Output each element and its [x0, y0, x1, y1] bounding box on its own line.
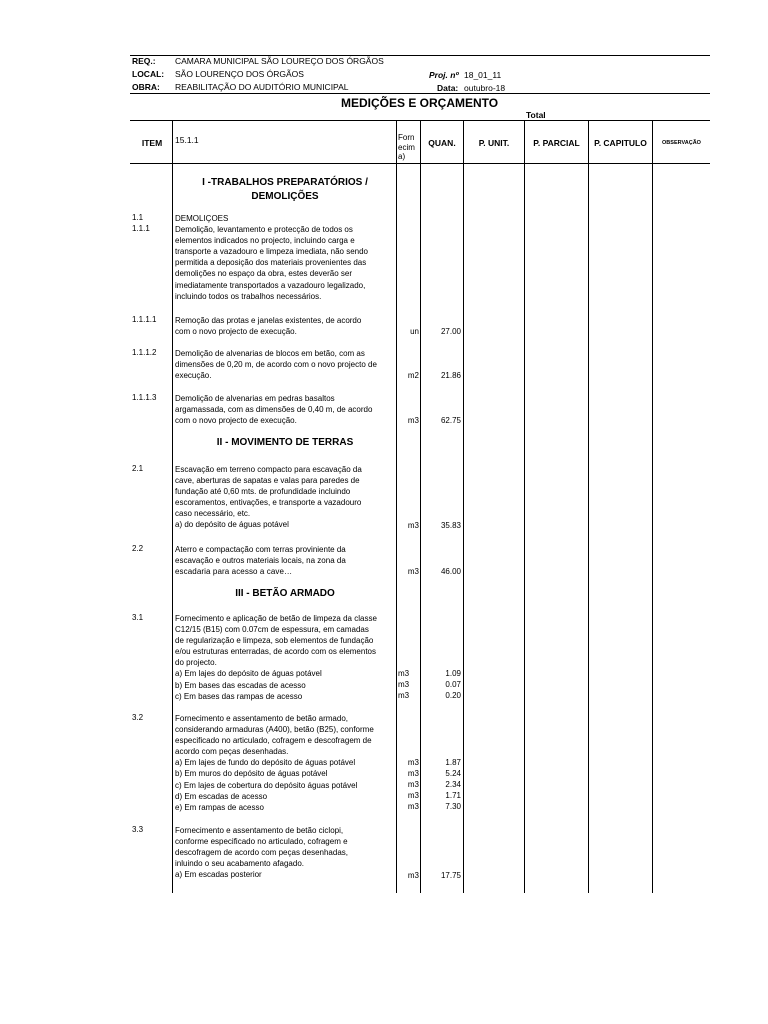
desc-line: conforme especificado no articulado, cofragem e	[175, 837, 348, 847]
quantity: 1.09	[445, 669, 461, 678]
quantity: 5.24	[445, 769, 461, 778]
desc-line: escavação e outros materiais locais, na zona da	[175, 556, 346, 566]
item-number: 1.1.1.2	[132, 348, 157, 357]
desc-line: demolições no espaço da obra, estes deverão ser	[175, 269, 352, 279]
desc-line: b) Em muros do depósito de águas potável	[175, 769, 328, 779]
desc-line: e/ou estruturas enterradas, de acordo com os elementos	[175, 647, 376, 657]
desc-line: Fornecimento e aplicação de betão de limpeza da classe	[175, 614, 377, 623]
desc-line: c) Em bases das rampas de acesso	[175, 691, 303, 701]
desc-line: Demolição, levantamento e protecção de todos os	[175, 225, 353, 235]
item-description	[175, 348, 397, 381]
quantity: 1.87	[445, 758, 461, 767]
desc-line: execução.	[175, 371, 212, 381]
col-header-forn	[398, 133, 415, 162]
req-label: REQ.:	[132, 56, 156, 66]
desc-line: DEMOLIÇOES	[175, 214, 229, 223]
item-number: 1.1.1.1	[132, 315, 157, 324]
item-number: 3.3	[132, 825, 144, 834]
desc-line: incluindo todos os trabalhos necessários.	[175, 291, 322, 301]
desc-line: C12/15 (B15) com 0.07cm de espessura, em camadas	[175, 625, 369, 635]
item-description	[175, 393, 397, 426]
section-heading-1	[175, 176, 395, 204]
desc-line: Aterro e compactação com terras proviniente da	[175, 545, 346, 554]
desc-line: a) Em lajes de fundo do depósito de águas potável	[175, 758, 356, 768]
desc-line: cave, aberturas de sapatas e valas para paredes de	[175, 476, 360, 486]
quantity: 2.34	[445, 780, 461, 789]
data-label: Data:	[437, 83, 459, 93]
page-title: MEDIÇÕES E ORÇAMENTO	[341, 96, 499, 110]
data-value: outubro-18	[464, 83, 506, 93]
total-label: Total	[526, 110, 546, 120]
proj-value: 18_01_11	[464, 70, 502, 80]
desc-line: de regularização e limpeza, sob elementos de fundação	[175, 636, 374, 646]
obra-value: REABILITAÇÃO DO AUDITÓRIO MUNICIPAL	[175, 82, 349, 92]
unit: m3	[398, 691, 410, 700]
col-header-punit: P. UNIT.	[478, 138, 510, 148]
item-number: 1.1	[132, 213, 144, 222]
desc-line: d) Em escadas de acesso	[175, 791, 268, 801]
desc-line: a) do depósito de águas potável	[175, 520, 289, 530]
quantity: 21.86	[440, 371, 461, 380]
desc-line: imediatamente transportados a vazadouro legalizado,	[175, 280, 366, 290]
col-divider-ref	[172, 120, 173, 893]
item-description	[175, 544, 397, 577]
local-label: LOCAL:	[132, 69, 165, 79]
forn-line: a)	[398, 152, 406, 161]
col-header-item: ITEM	[141, 138, 163, 148]
proj-label: Proj. nº	[429, 70, 459, 80]
unit: m3	[407, 758, 419, 767]
desc-line: do projecto.	[175, 658, 217, 668]
item-number: 3.2	[132, 713, 144, 722]
unit: m3	[407, 769, 419, 778]
desc-line: permitida a deposição dos materiais provenientes das	[175, 258, 367, 268]
desc-line: escoramentos, entivações, e transporte a vazadouro	[175, 498, 362, 508]
unit: m3	[398, 680, 410, 689]
desc-line: b) Em bases das escadas de acesso	[175, 680, 306, 690]
desc-line: especificado no articulado, cofragem e descofragem de	[175, 736, 372, 746]
desc-line: caso necessário, etc.	[175, 509, 251, 519]
item-description	[175, 213, 397, 302]
unit: m3	[398, 669, 410, 678]
unit: m3	[407, 802, 419, 811]
forn-line: Forn	[398, 133, 415, 142]
desc-line: elementos indicados no projecto, incluindo carga e	[175, 236, 355, 246]
quantity: 0.20	[445, 691, 461, 700]
unit: m3	[407, 871, 419, 880]
desc-line: Escavação em terreno compacto para escavação da	[175, 465, 362, 474]
desc-line: descofragem de acordo com peças desenhadas,	[175, 848, 348, 858]
item-description	[175, 464, 397, 531]
section-heading-3: III - BETÃO ARMADO	[235, 588, 335, 599]
desc-line: Remoção das protas e janelas existentes, de acordo	[175, 316, 362, 325]
desc-line: com o novo projecto de execução.	[175, 416, 297, 426]
item-description	[175, 315, 397, 337]
desc-line: transporte a vazadouro e limpeza imediata, não sendo	[175, 247, 369, 257]
desc-line: com o novo projecto de execução.	[175, 327, 297, 337]
col-header-quan: QUAN.	[428, 138, 456, 148]
desc-line: dimensões de 0,20 m, de acordo com o novo projecto de	[175, 360, 377, 370]
quantity: 0.07	[445, 680, 461, 689]
quantity: 46.00	[440, 567, 461, 576]
desc-line: Demolição de alvenarias em pedras basaltos	[175, 394, 335, 403]
obra-label: OBRA:	[132, 82, 160, 92]
col-header-observacao: OBSERVAÇÃO	[662, 140, 701, 146]
quantity: 1.71	[445, 791, 461, 800]
desc-line: Demolição de alvenarias de blocos em betão, com as	[175, 349, 365, 358]
desc-line: c) Em lajes de cobertura do depósito águas potável	[175, 780, 358, 790]
item-description	[175, 825, 397, 880]
quantity: 27.00	[440, 327, 461, 336]
quantity: 7.30	[445, 802, 461, 811]
col-divider-pparcial	[524, 120, 525, 893]
item-number: 3.1	[132, 613, 144, 622]
desc-line: a) Em escadas posterior	[175, 870, 262, 880]
unit: m3	[407, 416, 419, 425]
desc-line: fundação até 0,60 mts. de profundidade incluindo	[175, 487, 351, 497]
forn-line: ecim	[398, 142, 415, 152]
section-line: I -TRABALHOS PREPARATÓRIOS /	[202, 177, 368, 188]
desc-line: considerando armaduras (A400), betão (B25), conforme	[175, 725, 374, 735]
quantity: 17.75	[440, 871, 461, 880]
item-number: 2.1	[132, 464, 144, 473]
section-line: DEMOLIÇÕES	[251, 191, 319, 202]
unit: un	[410, 327, 419, 336]
item-description	[175, 613, 397, 702]
col-divider-pcapitulo	[588, 120, 589, 893]
col-divider-obs	[652, 120, 653, 893]
unit: m3	[407, 521, 419, 530]
col-header-ref: 15.1.1	[175, 135, 199, 145]
item-number: 1.1.1	[132, 224, 150, 233]
item-description	[175, 713, 397, 813]
quantity: 62.75	[440, 416, 461, 425]
section-heading-2: II - MOVIMENTO DE TERRAS	[216, 437, 354, 448]
unit: m2	[407, 371, 419, 380]
req-value: CAMARA MUNICIPAL SÃO LOUREÇO DOS ÓRGÃOS	[175, 56, 384, 66]
quantity: 35.83	[440, 521, 461, 530]
unit: m3	[407, 791, 419, 800]
local-value: SÃO LOURENÇO DOS ÓRGÃOS	[175, 69, 304, 79]
desc-line: acordo com peças desenhadas.	[175, 747, 289, 757]
desc-line: e) Em rampas de acesso	[175, 802, 264, 812]
desc-line: Fornecimento e assentamento de betão ciclopi,	[175, 826, 344, 835]
desc-line: Fornecimento e assentamento de betão armado,	[175, 714, 348, 723]
unit: m3	[407, 780, 419, 789]
unit: m3	[407, 567, 419, 576]
desc-line: inluindo o seu acabamento afagado.	[175, 859, 304, 869]
col-header-pparcial: P. PARCIAL	[533, 138, 580, 148]
header-bottom-rule	[130, 93, 710, 94]
col-divider-punit	[463, 120, 464, 893]
col-header-pcapitulo: P. CAPITULO	[594, 138, 647, 148]
desc-line: argamassada, com as dimensões de 0,40 m, de acordo	[175, 405, 373, 415]
item-number: 2.2	[132, 544, 144, 553]
desc-line: escadaria para acesso a cave…	[175, 567, 293, 577]
desc-line: a) Em lajes do depósito de águas potável	[175, 669, 322, 679]
item-number: 1.1.1.3	[132, 393, 157, 402]
